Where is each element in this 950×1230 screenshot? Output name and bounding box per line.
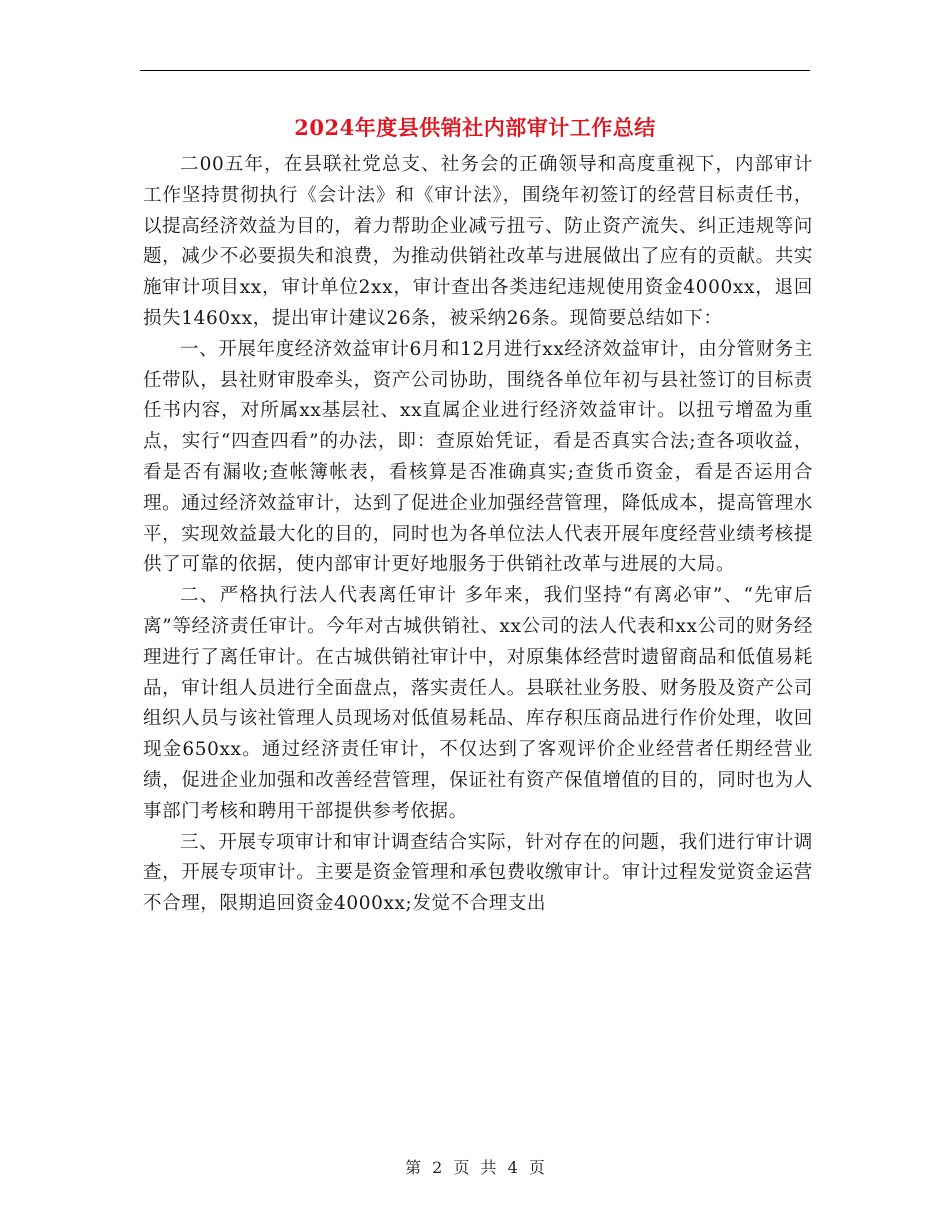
document-title: 2024年度县供销社内部审计工作总结 [294, 115, 656, 140]
paragraph-section-1: 一、开展年度经济效益审计6月和12月进行xx经济效益审计，由分管财务主任带队，县社财审股牵头，资产公司协助，围绕各单位年初与县社签订的目标责任书内容，对所属xx基层社、xx直属企业进行经济效益审计。以扭亏增盈为重点，实行“四查四看”的办法，即：查原始凭证，看是否真实合法;查各项收益，看是否有漏收;查帐簿帐表，看核算是否准确真实;查货币资金，看是否运用合理。通过经济效益审计，达到了促进企业加强经营管理，降低成本，提高管理水平，实现效益最大化的目的，同时也为各单位法人代表开展年度经营业绩考核提供了可靠的依据，使内部审计更好地服务于供销社改革与进展的大局。 [143, 338, 813, 576]
paragraph-section-2: 二、严格执行法人代表离任审计 多年来，我们坚持“有离必审”、“先审后离”等经济责任审计。今年对古城供销社、xx公司的法人代表和xx公司的财务经理进行了离任审计。在古城供销社审计中，对原集体经营时遗留商品和低值易耗品，审计组人员进行全面盘点，落实责任人。县联社业务股、财务股及资产公司组织人员与该社管理人员现场对低值易耗品、库存积压商品进行作价处理，收回现金650xx。通过经济责任审计，不仅达到了客观评价企业经营者任期经营业绩，促进企业加强和改善经营管理，保证社有资产保值增值的目的，同时也为人事部门考核和聘用干部提供参考依据。 [143, 585, 813, 822]
paragraph-section-3: 三、开展专项审计和审计调查结合实际，针对存在的问题，我们进行审计调查，开展专项审计。主要是资金管理和承包费收缴审计。审计过程发觉资金运营不合理，限期追回资金4000xx;发觉不合理支出 [143, 831, 813, 915]
paragraph-intro: 二00五年，在县联社党总支、社务会的正确领导和高度重视下，内部审计工作坚持贯彻执行《会计法》和《审计法》，围绕年初签订的经营目标责任书，以提高经济效益为目的，着力帮助企业减亏扭亏、防止资产流失、纠正违规等问题，减少不必要损失和浪费，为推动供销社改革与进展做出了应有的贡献。共实施审计项目xx，审计单位2xx，审计查出各类违纪违规使用资金4000xx，退回损失1460xx，提出审计建议26条，被采纳26条。现简要总结如下： [143, 154, 813, 329]
document-body [143, 150, 813, 920]
page-footer: 第 2 页 共 4 页 [405, 1158, 545, 1177]
header-rule [140, 70, 810, 71]
